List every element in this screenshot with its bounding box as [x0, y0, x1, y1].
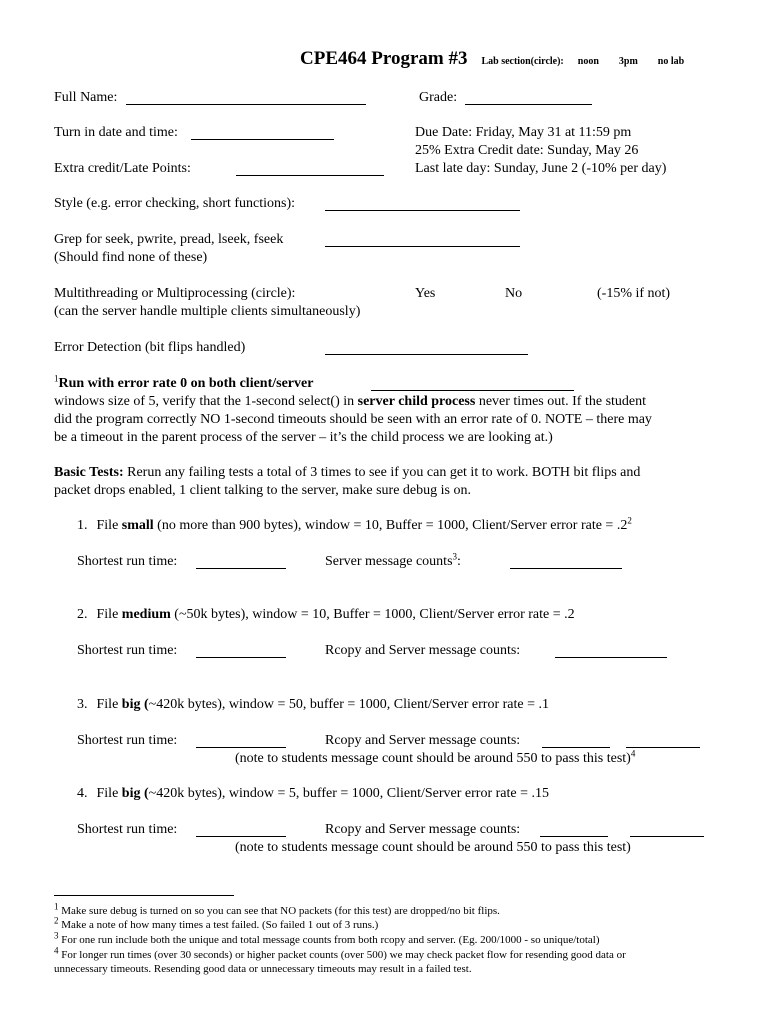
test-3-rcopy-count-field[interactable] [542, 747, 610, 748]
lab-option-noon[interactable]: noon [577, 56, 599, 67]
test-2-shortest-field[interactable] [196, 657, 286, 658]
style-label: Style (e.g. error checking, short functions): [54, 196, 296, 211]
error-detection-field[interactable] [325, 354, 528, 355]
test-3-description: 3. File big (~420k bytes), window = 50, buffer = 1000, Client/Server error rate = .1 [77, 697, 549, 712]
grep-note: (Should find none of these) [54, 250, 208, 265]
multi-yes-option[interactable]: Yes [415, 286, 436, 301]
test-3-shortest-label: Shortest run time: [77, 733, 178, 748]
test-4-note: (note to students message count should be around 550 to pass this test) [235, 840, 631, 855]
multi-no-option[interactable]: No [505, 286, 523, 301]
test-4-shortest-field[interactable] [196, 836, 286, 837]
test-1-shortest-label: Shortest run time: [77, 554, 178, 569]
test-4-description: 4. File big (~420k bytes), window = 5, buffer = 1000, Client/Server error rate = .15 [77, 786, 549, 801]
test-3-server-count-field[interactable] [626, 747, 700, 748]
header [300, 48, 684, 70]
footnote-3: $^3$ For one run include both the unique and total message counts from both rcopy and server. (Eg. 200/1000 - so unique/total) [54, 930, 600, 946]
test-4-rcopy-count-field[interactable] [540, 836, 608, 837]
error-rate-zero-text-1: windows size of 5, verify that the 1-second select() in server child process never times out. If the student [54, 394, 647, 409]
multi-note: (can the server handle multiple clients simultaneously) [54, 304, 361, 319]
footnote-4: $^4$ For longer run times (over 30 seconds) or higher packet counts (over 500) we may check packet flow for resending good data or [54, 945, 626, 961]
grade-label: Grade: [419, 90, 458, 105]
basic-tests-text-2: packet drops enabled, 1 client talking to the server, make sure debug is on. [54, 483, 471, 498]
turn-in-field[interactable] [191, 139, 334, 140]
basic-tests-heading: Basic Tests: [54, 465, 124, 480]
lab-option-3pm[interactable]: 3pm [618, 56, 638, 67]
turn-in-label: Turn in date and time: [54, 125, 178, 140]
full-name-field[interactable] [126, 104, 366, 105]
grep-label: Grep for seek, pwrite, pread, lseek, fseek [54, 232, 284, 247]
style-field[interactable] [325, 210, 520, 211]
multi-penalty: (-15% if not) [597, 286, 671, 301]
basic-tests-text-1: Basic Tests: Rerun any failing tests a total of 3 times to see if you can get it to work. BOTH bit flips and [54, 465, 641, 480]
multi-label: Multithreading or Multiprocessing (circle): [54, 286, 296, 301]
footnote-4-cont: unnecessary timeouts. Resending good data or unnecessary timeouts may result in a failed test. [54, 963, 472, 975]
test-2-counts-field[interactable] [555, 657, 667, 658]
error-rate-zero-heading [54, 375, 313, 393]
test-1-counts-field[interactable] [510, 568, 622, 569]
page-title: CPE464 Program #3 [300, 48, 468, 69]
extra-credit-label: Extra credit/Late Points: [54, 161, 191, 176]
test-2-description: 2. File medium (~50k bytes), window = 10, Buffer = 1000, Client/Server error rate = .2 [77, 607, 575, 622]
lab-option-no-lab[interactable]: no lab [657, 56, 685, 67]
test-1-shortest-field[interactable] [196, 568, 286, 569]
footnote-2: $^2$ Make a note of how many times a test failed. (So failed 1 out of 3 runs.) [54, 915, 379, 931]
footnote-1: $^1$ Make sure debug is turned on so you can see that NO packets (for this test) are dropped/no bit flips. [54, 901, 500, 917]
error-rate-zero-text-3: be a timeout in the parent process of the server – it’s the child process we are looking at.) [54, 430, 553, 445]
test-2-shortest-label: Shortest run time: [77, 643, 178, 658]
lab-section-label: Lab section(circle): [481, 56, 564, 67]
extra-credit-date: 25% Extra Credit date: Sunday, May 26 [415, 143, 639, 158]
error-rate-zero-text-2: did the program correctly NO 1-second timeouts should be seen with an error rate of 0. NOTE – there may [54, 412, 652, 427]
extra-credit-field[interactable] [236, 175, 384, 176]
last-late-day: Last late day: Sunday, June 2 (-10% per day) [415, 161, 667, 176]
test-4-shortest-label: Shortest run time: [77, 822, 178, 837]
test-4-counts-label: Rcopy and Server message counts: [325, 822, 521, 837]
test-1-counts-label: Server message counts$^3$: [325, 551, 461, 569]
error-detection-label: Error Detection (bit flips handled) [54, 340, 246, 355]
test-4-server-count-field[interactable] [630, 836, 704, 837]
full-name-label: Full Name: [54, 90, 118, 105]
footnote-divider [54, 895, 234, 896]
error-rate-zero-field[interactable] [371, 390, 574, 391]
footnote-ref: 1 [54, 373, 59, 384]
test-2-counts-label: Rcopy and Server message counts: [325, 643, 521, 658]
error-rate-zero-title: Run with error rate 0 on both client/server [58, 376, 314, 391]
test-3-shortest-field[interactable] [196, 747, 286, 748]
test-1-description: 1. File small (no more than 900 bytes), window = 10, Buffer = 1000, Client/Server error rate = $.2^2$ [77, 515, 632, 533]
test-3-note: (note to students message count should be around 550 to pass this test)$^4$ [235, 748, 636, 766]
grep-field[interactable] [325, 246, 520, 247]
test-3-counts-label: Rcopy and Server message counts: [325, 733, 521, 748]
grade-field[interactable] [465, 104, 592, 105]
due-date: Due Date: Friday, May 31 at 11:59 pm [415, 125, 632, 140]
